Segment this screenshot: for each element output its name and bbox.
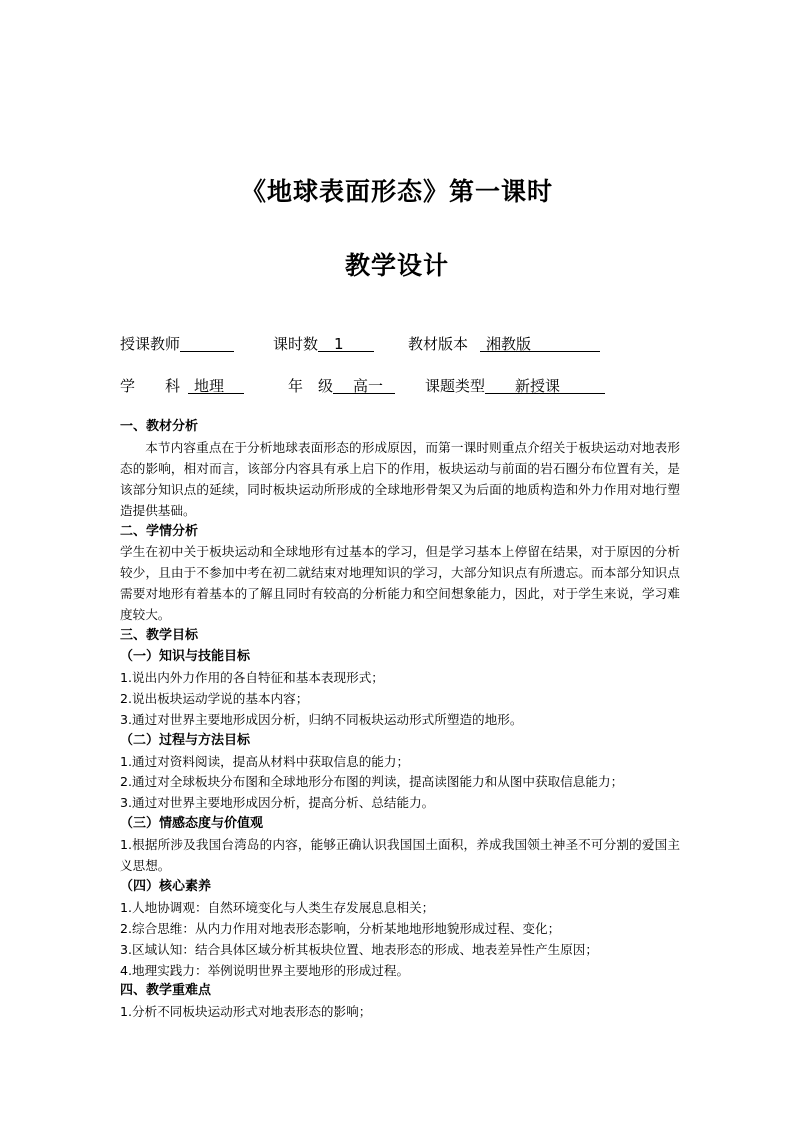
hours-label: 课时数 [273,335,319,353]
section-heading-teaching-goals: 三、教学目标 [120,628,199,644]
grade-field [288,375,395,397]
list-item: 3.区域认知：结合具体区域分析其板块位置、地表形态的形成、地表差异性产生原因； [120,941,598,957]
info-row-2 [120,375,680,397]
grade-label: 年 级 [288,377,334,395]
list-item: 1.人地协调观：自然环境变化与人类生存发展息息相关； [120,899,435,915]
info-row-1 [120,333,680,355]
goal-heading-process-method: （二）过程与方法目标 [120,732,251,748]
section-body-textbook-analysis: 本节内容重点在于分析地球表面形态的形成原因，而第一课时则重点介绍关于板块运动对地表形态的影响，相对而言，该部分内容具有承上启下的作用，板块运动与前面的岩石圈分布位置有关，是该部分知识点的延续，同时板块运动所形成的全球地形骨架又为后面的地质构造和外力作用对地行塑造提供基础。 [120,439,680,518]
document-body [120,417,680,1023]
subject-label: 学 科 [120,377,181,395]
hours-field [273,333,374,355]
list-item: 2.综合思维：从内力作用对地表形态影响，分析某地地形地貌形成过程、变化； [120,920,561,936]
list-item: 2.通过对全球板块分布图和全球地形分布图的判读，提高读图能力和从图中获取信息能力； [120,774,624,790]
list-item: 3.通过对世界主要地形成因分析，提高分析、总结能力。 [120,795,435,811]
document-title: 《地球表面形态》第一课时 [240,177,553,206]
type-value: 新授课 [485,375,605,394]
type-label: 课题类型 [425,377,486,395]
teacher-value [180,333,234,352]
list-item: 1.通过对资料阅读，提高从材料中获取信息的能力； [120,753,410,769]
list-item: 1.根据所涉及我国台湾岛的内容，能够正确认识我国国土面积，养成我国领土神圣不可分割的爱国主义思想。 [120,837,680,874]
list-item: 2.说出板块运动学说的基本内容； [120,690,309,706]
grade-value: 高一 [333,375,395,394]
list-item: 1.说出内外力作用的各自特征和基本表现形式； [120,669,384,685]
list-item: 4.地理实践力：举例说明世界主要地形的形成过程。 [120,962,410,978]
document-subtitle: 教学设计 [344,251,449,280]
edition-value: 湘教版 [480,333,600,352]
list-item: 3.通过对世界主要地形成因分析，归纳不同板块运动形式所塑造的地形。 [120,711,523,727]
hours-value: 1 [318,333,374,352]
section-heading-key-difficulties: 四、教学重难点 [120,983,212,999]
goal-heading-core-literacy: （四）核心素养 [120,878,212,894]
section-heading-textbook-analysis: 一、教材分析 [120,419,199,434]
teacher-field [120,333,234,355]
edition-label: 教材版本 [408,335,469,353]
section-body-student-analysis: 学生在初中关于板块运动和全球地形有过基本的学习，但是学习基本上停留在结果，对于原因的分析较少，且由于不参加中考在初二就结束对地理知识的学习，大部分知识点有所遗忘。而本部分知识点需要对地形有着基本的了解且同时有较高的分析能力和空间想象能力，因此，对于学生来说，学习难度较大。 [120,544,680,623]
type-field [425,375,605,397]
list-item: 1.分析不同板块运动形式对地表形态的影响； [120,1004,372,1020]
subject-field [120,375,244,397]
teacher-label: 授课教师 [120,335,181,353]
subject-value: 地理 [188,375,244,394]
goal-heading-knowledge-skills: （一）知识与技能目标 [120,648,251,664]
section-heading-student-analysis: 二、学情分析 [120,523,199,539]
goal-heading-attitude-values: （三）情感态度与价值观 [120,816,264,832]
edition-field [408,333,600,355]
